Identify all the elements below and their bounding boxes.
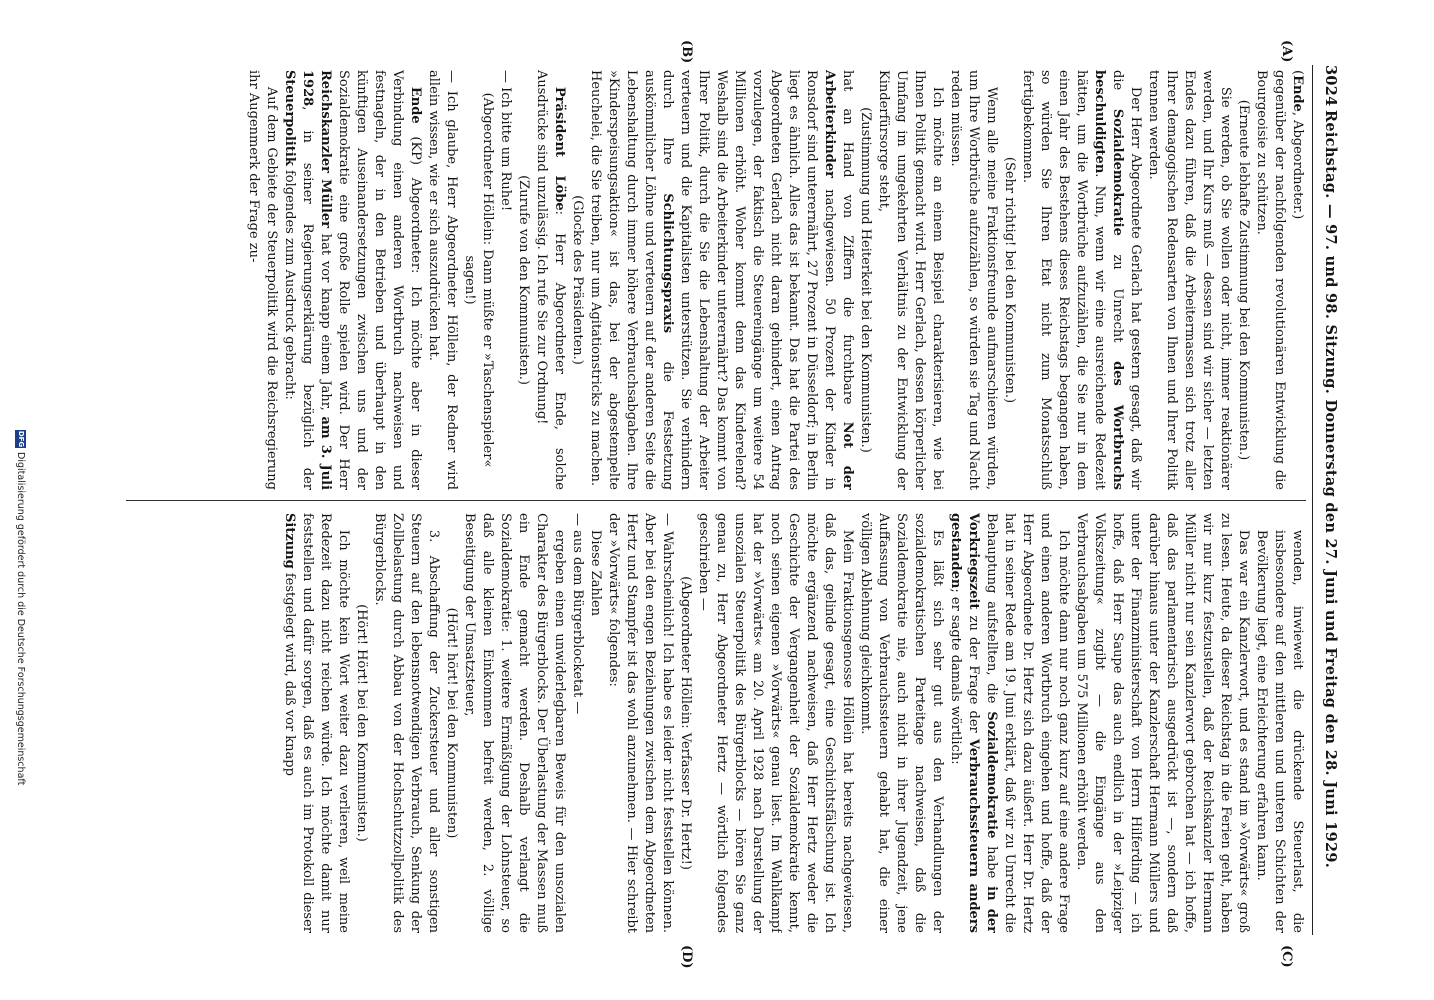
digitization-text: Digitalisierung gefördert durch die Deutsche Forschungsgemeinschaft: [15, 452, 26, 786]
right-column-paragraph: (Hört! hört! bei den Kommunisten): [444, 607, 459, 839]
right-column-paragraph: (Hört! Hört! bei den Kommunisten.): [354, 604, 369, 842]
header-rule: [1312, 65, 1313, 935]
left-column-paragraph: Sie werden, ob Sie wollen oder nicht, immer reaktionärer werden, und Ihr Kurs muß — dessen sind wir sicher — letzten Endes dazu führen, daß die Arbeitermassen sich trotz aller Ihrer demagogischen Redensarten von Ihnen und Ihrer Politik trennen werden.: [1146, 70, 1233, 490]
left-column-paragraph: (Abgeordneter Höllein: Dann müßte er »Taschenspieler« sagen!): [462, 92, 495, 468]
column-divider: [126, 500, 1306, 501]
left-column-paragraph: — Ich bitte um Ruhe!: [498, 70, 513, 212]
right-column: [116, 513, 1306, 933]
right-column-paragraph: Es läßt sich sehr gut aus den Verhandlungen der sozialdemokratischen Parteitage nachweisen, daß die Sozialdemokratie nie, auch nicht in ihrer Jugendzeit, jene Auffassung von Verbrauchssteuern gehabt hat, die einer völligen Ablehnung gleichkommt.: [858, 513, 945, 933]
right-column-paragraph: Ich möchte dann nur noch ganz kurz auf eine andere Frage und einen anderen Wortbruch eingehen und hoffe, daß der Herr Abgeordnete Dr. Hertz sich dazu äußert. Herr Dr. Hertz hat in seiner Rede am 19. Juni erklärt, daß wir zu Unrecht die Behauptung aufstellten, die Sozialdemokratie habe in der Vorkriegszeit zu der Frage der Verbrauchssteuern anders gestanden; er sagte damals wörtlich:: [948, 513, 1071, 933]
right-column-paragraph: 3. Abschaffung der Zuckersteuer und aller sonstigen Steuern auf den lebensnotwendigen Verbrauch, Senkung der Zollbelastung durch Abbau von der Hochschutzzollpolitik des Bürgerblocks.: [372, 513, 441, 933]
page-number: 3024: [1322, 65, 1339, 107]
left-column-paragraph: Ende (KP) Abgeordneter: Ich möchte aber in dieser Verbindung einen anderen Wortbruch nachweisen und festnageln, der in den Betrieben und überhaupt in den künftigen Auseinandersetzungen zwischen uns und der Sozialdemokratie eine große Rolle spielen wird. Der Herr Reichskanzler Müller hat vor knapp einem Jahr, am 3. Juli 1928, in seiner Regierungserklärung bezüglich der Steuerpolitik folgendes zum Ausdruck gebracht:: [282, 70, 423, 490]
left-column-paragraph: Wenn alle meine Fraktionsfreunde aufmarschieren würden, um Ihre Wortbrüche aufzuzählen, so würden sie Tag und Nacht reden müssen.: [948, 70, 999, 490]
right-column-paragraph: Diese Zahlen: [588, 529, 603, 617]
left-column: [116, 70, 1306, 490]
right-column-paragraph: wenden, inwieweit die drückende Steuerlast, die insbesondere auf den mittleren und unteren Schichten der Bevölkerung liegt, eine Erleichterung erfahren kann.: [1254, 529, 1305, 933]
left-column-paragraph: Auf dem Gebiete der Steuerpolitik wird die Reichsregierung ihr Augenmerk der Frage zu-: [246, 70, 279, 490]
left-column-paragraph: (Zurufe von den Kommunisten.): [516, 175, 531, 385]
dfg-logo: DFG: [17, 430, 25, 448]
margin-marker-a: (A): [1279, 40, 1294, 63]
left-column-paragraph: (Glocke des Präsidenten.): [570, 195, 585, 365]
page-header: [1315, 65, 1339, 935]
right-column-paragraph: Ich möchte kein Wort weiter dazu verlieren, weil meine Redezeit dazu nicht reichen würde. Ich möchte damit nur feststellen und dafür sorgen, daß es auch im Protokoll dieser Sitzung festgelegt wird, daß vor knapp: [282, 513, 351, 933]
right-column-paragraph: ergeben einen unwiderlegbaren Beweis für den unsozialen Charakter des Bürgerblocks. Der Überlastung der Massen muß ein Ende gemacht werden. Deshalb verlangt die Sozialdemokratie: 1. weitere Ermäßigung der Lohnsteuer, so daß alle kleinen Einkommen befreit werden, 2. völlige Beseitigung der Umsatzsteuer,: [462, 513, 567, 933]
left-column-paragraph: Ich möchte an einem Beispiel charakterisieren, wie bei Ihnen Politik gemacht wird. Herr Gerlach, dessen körperlicher Umfang im umgekehrten Verhältnis zu der Entwicklung der Kinderfürsorge steht,: [876, 70, 945, 490]
right-column-paragraph: (Abgeordneter Höllein: Verfasser Dr. Hertz!): [678, 576, 693, 870]
left-column-paragraph: (Zustimmung und Heiterkeit bei den Kommunisten.): [858, 107, 873, 453]
digitization-note: [15, 430, 26, 785]
left-column-paragraph: hat an Hand von Ziffern die furchtbare Not der Arbeiterkinder nachgewiesen. 50 Prozent der Kinder in Ronsdorf sind unterernährt, 27 Prozent in Düsseldorf; in Berlin liegt es ähnlich. Alles das ist bekannt. Das hat die Partei des Abgeordneten Gerlach nicht daran gehindert, einen Antrag vorzulegen, der faktisch die Steuereingänge um weitere 54 Millionen erhöht. Woher kommt denn das Kinderelend? Weshalb sind die Arbeiterkinder unterernährt? Das kommt von Ihrer Politik, durch die Sie die Lebenshaltung der Arbeiter verteuern und die Kapitalisten unterstützen. Sie verhindern durch Ihre Schlichtungspraxis die Festsetzung auskömmlicher Löhne und verteuern auf der anderen Seite die Lebenshaltung durch immer höhere Verbrauchsabgaben. Ihre »Kinderspeisungsaktion« ist das, bei der abgestempelte Heuchelei, die Sie treiben, nur um Agitationstricks zu machen.: [588, 70, 855, 490]
left-column-paragraph: gegenüber der nachfolgenden revolutionären Entwicklung die Bourgeoisie zu schützen.: [1254, 70, 1287, 490]
right-column-paragraph: — Wahrscheinlich! Ich habe es leider nicht feststellen können. Aber bei den engen Beziehungen zwischen dem Abgeordneten Hertz und Stampfer ist das wohl anzunehmen. — Hier schreibt der »Vorwärts« folgendes:: [606, 513, 675, 933]
left-column-paragraph: Der Herr Abgeordnete Gerlach hat gestern gesagt, daß wir die Sozialdemokratie zu Unrecht des Wortbruchs beschuldigten. Nun, wenn wir eine ausreichende Redezeit hätten, um die Wortbrüche aufzuzählen, die Sie nur in dem einen Jahr des Bestehens dieses Reichstags begangen haben, so würden Sie Ihren Etat nicht zum Monatsschluß fertigbekommen.: [1020, 70, 1143, 490]
left-column-paragraph: — Ich glaube, Herr Abgeordneter Höllein, der Redner wird allein wissen, wie er sich auszudrücken hat.: [426, 70, 459, 490]
right-column-paragraph: Das war ein Kanzlerwort, und es stand im »Vorwärts« groß zu lesen. Heute, da dieser Reichstag in die Ferien geht, haben wir nur kurz festzustellen, daß der Reichskanzler Hermann Müller nicht nur sein Kanzlerwort gebrochen hat — ich hoffe, daß das parlamentarisch ausgedrückt ist —, sondern daß darüber hinaus unter der Kanzlerschaft Hermann Müllers und unter der Finanzministerschaft von Herrn Hilferding — ich hoffe, daß Herr Saupe das auch endlich in der »Leipziger Volkszeitung« zugibt — die Eingänge aus den Verbrauchsabgaben um 575 Millionen erhöht werden.: [1074, 513, 1251, 933]
right-column-paragraph: — aus dem Bürgerblocketat —: [570, 513, 585, 715]
left-column-paragraph: (Sehr richtig! bei den Kommunisten.): [1002, 156, 1017, 404]
left-column-paragraph: (Erneute lebhafte Zustimmung bei den Kommunisten.): [1236, 99, 1251, 461]
margin-marker-c: (C): [1279, 945, 1294, 968]
right-column-paragraph: Mein Fraktionsgenosse Höllein hat bereits nachgewiesen, daß das, gelinde gesagt, eine Geschichtsfälschung ist. Ich möchte ergänzend nachweisen, daß Herr Hertz weder die Geschichte der Vergangenheit der Sozialdemokratie kennt, noch seinen eigenen »Vorwärts« genau liest. Im Wahlkampf hat der »Vorwärts« am 20. April 1928 nach Darstellung der unsozialen Steuerpolitik des Bürgerblocks — hören Sie ganz genau zu, Herr Abgeordneter Hertz — wörtlich folgendes geschrieben —: [696, 513, 855, 933]
header-title: Reichstag. — 97. und 98. Sitzung. Donnerstag den 27. Juni und Freitag den 28. Juni 1929.: [1322, 110, 1339, 869]
margin-marker-b: (B): [679, 40, 694, 64]
left-column-paragraph: Präsident Löbe: Herr Abgeordneter Ende, solche Ausdrücke sind unzulässig. Ich rufe Sie zur Ordnung!: [534, 70, 567, 490]
left-column-paragraph: (Ende, Abgeordneter.): [1290, 70, 1305, 220]
margin-marker-d: (D): [679, 945, 694, 969]
